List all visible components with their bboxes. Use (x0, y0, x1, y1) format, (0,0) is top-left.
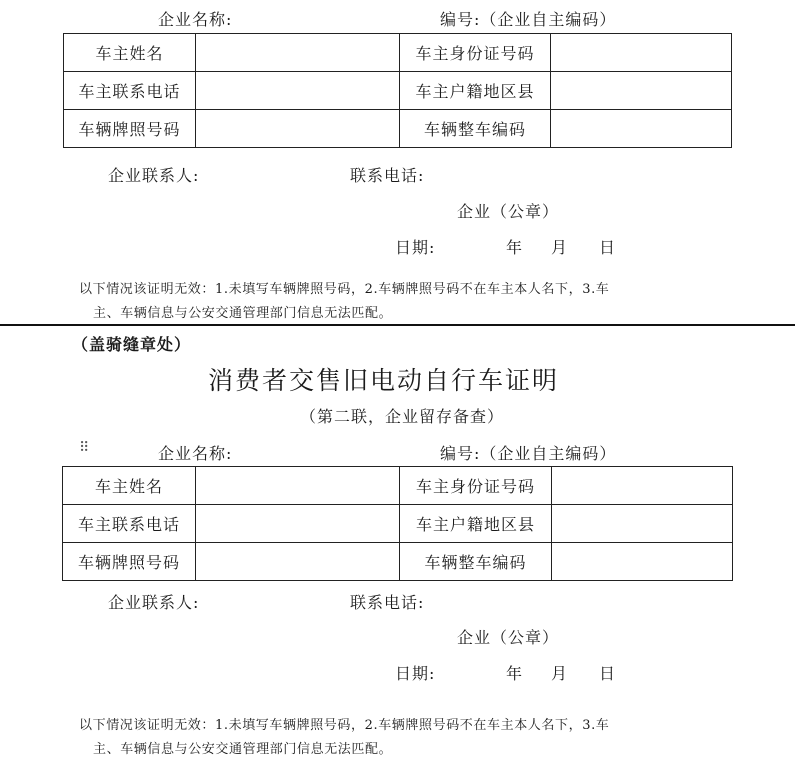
vehicle-code-field[interactable] (552, 543, 733, 581)
owner-phone-field[interactable] (196, 505, 400, 543)
validity-note-line2: 主、车辆信息与公安交通管理部门信息无法匹配。 (93, 742, 393, 757)
validity-note-line1: 以下情况该证明无效：1.未填写车辆牌照号码，2.车辆牌照号码不在车主本人名下，3.车 (79, 282, 610, 297)
month-label: 月 (551, 664, 569, 683)
contact-phone-label: 联系电话: (350, 593, 425, 612)
table-row (64, 110, 732, 148)
date-label: 日期: (395, 664, 436, 683)
owner-id-label: 车主身份证号码 (400, 34, 551, 72)
owner-region-label: 车主户籍地区县 (400, 505, 552, 543)
serial-no-label: 编号:（企业自主编码） (440, 444, 617, 463)
owner-phone-field[interactable] (196, 72, 400, 110)
plate-no-field[interactable] (196, 110, 400, 148)
table-row (64, 34, 732, 72)
year-label: 年 (506, 238, 524, 257)
document-title: 消费者交售旧电动自行车证明 (208, 366, 560, 395)
vehicle-code-label: 车辆整车编码 (400, 110, 551, 148)
vehicle-code-label: 车辆整车编码 (400, 543, 552, 581)
day-label: 日 (599, 664, 617, 683)
owner-id-field[interactable] (551, 34, 732, 72)
owner-info-table-2 (62, 466, 733, 581)
serial-no-label: 编号:（企业自主编码） (440, 10, 617, 29)
owner-name-label: 车主姓名 (64, 34, 196, 72)
owner-region-field[interactable] (552, 505, 733, 543)
contact-phone-label: 联系电话: (350, 166, 425, 185)
owner-region-field[interactable] (551, 72, 732, 110)
table-row (63, 467, 733, 505)
day-label: 日 (599, 238, 617, 257)
seal-label: 企业（公章） (457, 202, 560, 221)
owner-name-field[interactable] (196, 34, 400, 72)
year-label: 年 (506, 664, 524, 683)
contact-person-label: 企业联系人: (108, 593, 200, 612)
owner-region-label: 车主户籍地区县 (400, 72, 551, 110)
document-subtitle: （第二联，企业留存备查） (300, 407, 505, 426)
contact-person-label: 企业联系人: (108, 166, 200, 185)
vehicle-code-field[interactable] (551, 110, 732, 148)
table-row (64, 72, 732, 110)
validity-note-line2: 主、车辆信息与公安交通管理部门信息无法匹配。 (93, 306, 393, 321)
table-row (63, 505, 733, 543)
plate-no-label: 车辆牌照号码 (63, 543, 196, 581)
drag-handle-icon[interactable]: ⠿ (79, 440, 88, 456)
seal-label: 企业（公章） (457, 628, 560, 647)
validity-note-line1: 以下情况该证明无效：1.未填写车辆牌照号码，2.车辆牌照号码不在车主本人名下，3.车 (79, 718, 610, 733)
owner-info-table-1 (63, 33, 732, 148)
owner-name-field[interactable] (196, 467, 400, 505)
month-label: 月 (551, 238, 569, 257)
plate-no-field[interactable] (196, 543, 400, 581)
company-name-label: 企业名称: (158, 444, 233, 463)
owner-name-label: 车主姓名 (63, 467, 196, 505)
table-row (63, 543, 733, 581)
plate-no-label: 车辆牌照号码 (64, 110, 196, 148)
owner-phone-label: 车主联系电话 (63, 505, 196, 543)
company-name-label: 企业名称: (158, 10, 233, 29)
owner-id-field[interactable] (552, 467, 733, 505)
perforation-divider (0, 324, 795, 326)
owner-id-label: 车主身份证号码 (400, 467, 552, 505)
owner-phone-label: 车主联系电话 (64, 72, 196, 110)
date-label: 日期: (395, 238, 436, 257)
stamp-area-label: （盖骑缝章处） (72, 335, 192, 354)
